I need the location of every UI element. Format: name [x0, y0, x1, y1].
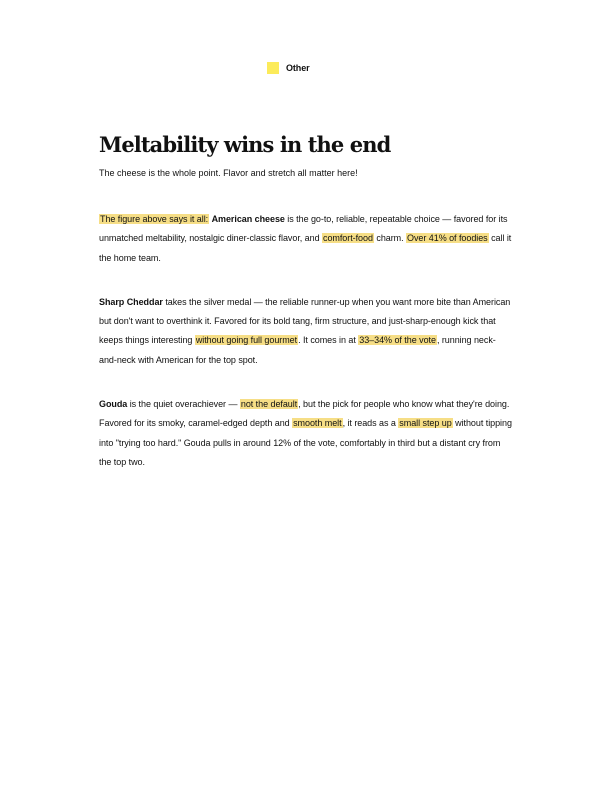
paragraph-text: without tipping into "trying too hard." Gouda pulls in around 12% of the vote, comfortably in third but a distant cry from the top two.: [99, 418, 512, 467]
paragraph-text: takes the silver medal — the reliable runner-up when you want more bite than American but don't want to overthink it. Favored for its bold tang, firm structure, and just-sharp-enough kick that keeps things interesting: [99, 296, 511, 346]
paragraph-american: [99, 210, 513, 268]
paragraph-gouda: [99, 395, 513, 472]
paragraph-text: is the go-to, reliable, repeatable choice — favored for its unmatched meltability, nostalgic diner-classic flavor, and: [99, 214, 508, 244]
cheese-name-gouda: Gouda: [99, 399, 128, 410]
paragraph-text: , but the pick for people who know what they're doing. Favored for its smoky, caramel-edged depth and: [99, 399, 510, 429]
article: [99, 130, 513, 472]
paragraph-cheddar: [99, 293, 513, 370]
highlight: comfort-food: [323, 233, 373, 244]
paragraph-text: is the quiet overachiever —: [127, 399, 240, 410]
legend: [267, 62, 310, 74]
paragraph-text: , it reads as a: [342, 418, 399, 429]
highlight: The figure above says it all:: [100, 214, 209, 224]
legend-label: Other: [286, 63, 310, 73]
page-title: Meltability wins in the end: [99, 132, 391, 157]
highlight: small step up: [399, 418, 452, 429]
highlight: without going full gourmet: [195, 335, 298, 346]
paragraph-text: . It comes in at: [298, 335, 359, 346]
subtitle: The cheese is the whole point. Flavor and stretch all matter here!: [99, 168, 358, 178]
highlight: not the default: [240, 399, 298, 410]
cheese-name-cheddar: Sharp Cheddar: [99, 296, 163, 307]
paragraph-text: , running neck-and-neck with American for the top spot.: [99, 335, 496, 365]
highlight: 33–34% of the vote: [359, 335, 436, 346]
cheese-name-american: American cheese: [211, 214, 285, 224]
paragraph-text: call it the home team.: [99, 233, 512, 263]
highlight: smooth melt: [293, 418, 342, 429]
legend-swatch: [267, 62, 279, 74]
paragraph-text: charm.: [373, 233, 407, 244]
highlight: Over 41% of foodies: [407, 233, 488, 244]
